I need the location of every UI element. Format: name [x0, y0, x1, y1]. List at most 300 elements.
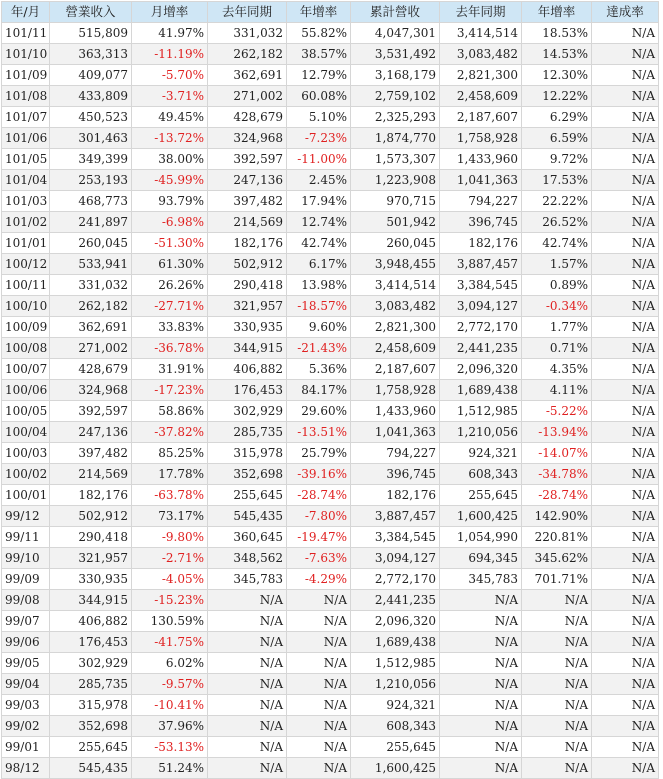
cell-cumulative-last-year: N/A [440, 674, 522, 695]
cell-mom-growth: 93.79% [132, 191, 208, 212]
cell-cumulative-revenue: 1,041,363 [351, 422, 440, 443]
cell-mom-growth: 73.17% [132, 506, 208, 527]
cell-cumulative-yoy-growth: 42.74% [522, 233, 592, 254]
cell-cumulative-revenue: 4,047,301 [351, 23, 440, 44]
cell-yoy-growth: -7.80% [287, 506, 351, 527]
cell-achievement-rate: N/A [592, 716, 659, 737]
table-row [2, 569, 659, 590]
cell-achievement-rate: N/A [592, 275, 659, 296]
table-row [2, 611, 659, 632]
cell-achievement-rate: N/A [592, 317, 659, 338]
cell-cumulative-yoy-growth: 9.72% [522, 149, 592, 170]
cell-cumulative-yoy-growth: 6.59% [522, 128, 592, 149]
cell-cumulative-yoy-growth: 12.30% [522, 65, 592, 86]
cell-cumulative-last-year: 1,600,425 [440, 506, 522, 527]
cell-last-year: 315,978 [208, 443, 287, 464]
cell-mom-growth: -9.57% [132, 674, 208, 695]
cell-cumulative-last-year: N/A [440, 716, 522, 737]
header-cumulative-revenue: 累計營收 [351, 2, 440, 23]
cell-yoy-growth: 6.17% [287, 254, 351, 275]
cell-year-month: 101/03 [2, 191, 50, 212]
cell-year-month: 101/09 [2, 65, 50, 86]
cell-achievement-rate: N/A [592, 611, 659, 632]
cell-revenue: 397,482 [50, 443, 132, 464]
cell-cumulative-yoy-growth: -5.22% [522, 401, 592, 422]
cell-cumulative-yoy-growth: 701.71% [522, 569, 592, 590]
cell-last-year: 406,882 [208, 359, 287, 380]
cell-mom-growth: -41.75% [132, 632, 208, 653]
cell-cumulative-yoy-growth: 22.22% [522, 191, 592, 212]
cell-cumulative-yoy-growth: N/A [522, 653, 592, 674]
cell-cumulative-last-year: 1,689,438 [440, 380, 522, 401]
cell-yoy-growth: 13.98% [287, 275, 351, 296]
cell-achievement-rate: N/A [592, 296, 659, 317]
cell-yoy-growth: -28.74% [287, 485, 351, 506]
cell-yoy-growth: -4.29% [287, 569, 351, 590]
cell-mom-growth: -37.82% [132, 422, 208, 443]
cell-cumulative-yoy-growth: 0.71% [522, 338, 592, 359]
cell-achievement-rate: N/A [592, 170, 659, 191]
cell-year-month: 99/02 [2, 716, 50, 737]
cell-last-year: 352,698 [208, 464, 287, 485]
cell-cumulative-revenue: 2,187,607 [351, 359, 440, 380]
cell-yoy-growth: -13.51% [287, 422, 351, 443]
cell-achievement-rate: N/A [592, 44, 659, 65]
table-row [2, 422, 659, 443]
cell-mom-growth: -53.13% [132, 737, 208, 758]
cell-cumulative-revenue: 970,715 [351, 191, 440, 212]
cell-yoy-growth: N/A [287, 716, 351, 737]
cell-mom-growth: 61.30% [132, 254, 208, 275]
cell-achievement-rate: N/A [592, 149, 659, 170]
cell-mom-growth: -63.78% [132, 485, 208, 506]
cell-mom-growth: 51.24% [132, 758, 208, 779]
table-body [2, 23, 659, 779]
cell-year-month: 100/01 [2, 485, 50, 506]
cell-revenue: 330,935 [50, 569, 132, 590]
cell-year-month: 100/11 [2, 275, 50, 296]
cell-cumulative-yoy-growth: 142.90% [522, 506, 592, 527]
cell-mom-growth: -5.70% [132, 65, 208, 86]
header-revenue: 營業收入 [50, 2, 132, 23]
cell-cumulative-last-year: 2,441,235 [440, 338, 522, 359]
cell-cumulative-last-year: 2,187,607 [440, 107, 522, 128]
cell-revenue: 392,597 [50, 401, 132, 422]
cell-achievement-rate: N/A [592, 443, 659, 464]
cell-last-year: 348,562 [208, 548, 287, 569]
cell-achievement-rate: N/A [592, 86, 659, 107]
cell-cumulative-last-year: 2,821,300 [440, 65, 522, 86]
cell-achievement-rate: N/A [592, 401, 659, 422]
cell-last-year: N/A [208, 758, 287, 779]
cell-cumulative-last-year: 396,745 [440, 212, 522, 233]
cell-year-month: 101/11 [2, 23, 50, 44]
cell-achievement-rate: N/A [592, 338, 659, 359]
cell-revenue: 433,809 [50, 86, 132, 107]
cell-mom-growth: -17.23% [132, 380, 208, 401]
table-row [2, 380, 659, 401]
monthly-revenue-table [1, 1, 659, 779]
cell-cumulative-last-year: 608,343 [440, 464, 522, 485]
table-row [2, 275, 659, 296]
cell-achievement-rate: N/A [592, 359, 659, 380]
cell-year-month: 101/06 [2, 128, 50, 149]
cell-cumulative-revenue: 3,531,492 [351, 44, 440, 65]
cell-achievement-rate: N/A [592, 632, 659, 653]
cell-mom-growth: 6.02% [132, 653, 208, 674]
cell-cumulative-last-year: 1,512,985 [440, 401, 522, 422]
cell-cumulative-last-year: 182,176 [440, 233, 522, 254]
cell-cumulative-last-year: 924,321 [440, 443, 522, 464]
cell-mom-growth: 85.25% [132, 443, 208, 464]
table-row [2, 338, 659, 359]
cell-cumulative-last-year: 1,433,960 [440, 149, 522, 170]
cell-year-month: 101/10 [2, 44, 50, 65]
table-row [2, 107, 659, 128]
cell-revenue: 271,002 [50, 338, 132, 359]
cell-cumulative-yoy-growth: N/A [522, 611, 592, 632]
table-row [2, 359, 659, 380]
cell-mom-growth: 33.83% [132, 317, 208, 338]
table-row [2, 443, 659, 464]
cell-year-month: 100/06 [2, 380, 50, 401]
cell-year-month: 100/05 [2, 401, 50, 422]
cell-cumulative-last-year: N/A [440, 653, 522, 674]
cell-cumulative-yoy-growth: N/A [522, 590, 592, 611]
cell-revenue: 331,032 [50, 275, 132, 296]
cell-cumulative-revenue: 1,689,438 [351, 632, 440, 653]
cell-cumulative-last-year: 3,083,482 [440, 44, 522, 65]
cell-achievement-rate: N/A [592, 653, 659, 674]
cell-revenue: 533,941 [50, 254, 132, 275]
cell-revenue: 324,968 [50, 380, 132, 401]
cell-year-month: 99/09 [2, 569, 50, 590]
cell-year-month: 99/04 [2, 674, 50, 695]
table-row [2, 506, 659, 527]
cell-revenue: 255,645 [50, 737, 132, 758]
cell-last-year: 182,176 [208, 233, 287, 254]
cell-revenue: 214,569 [50, 464, 132, 485]
cell-cumulative-revenue: 1,210,056 [351, 674, 440, 695]
cell-revenue: 241,897 [50, 212, 132, 233]
cell-cumulative-revenue: 3,948,455 [351, 254, 440, 275]
cell-cumulative-last-year: N/A [440, 632, 522, 653]
table-row [2, 653, 659, 674]
cell-revenue: 262,182 [50, 296, 132, 317]
table-row [2, 44, 659, 65]
cell-revenue: 428,679 [50, 359, 132, 380]
cell-cumulative-revenue: 2,458,609 [351, 338, 440, 359]
cell-cumulative-yoy-growth: -13.94% [522, 422, 592, 443]
cell-mom-growth: -10.41% [132, 695, 208, 716]
cell-year-month: 100/12 [2, 254, 50, 275]
cell-cumulative-yoy-growth: 26.52% [522, 212, 592, 233]
cell-yoy-growth: 5.10% [287, 107, 351, 128]
table-row [2, 758, 659, 779]
cell-cumulative-yoy-growth: 1.57% [522, 254, 592, 275]
cell-cumulative-yoy-growth: N/A [522, 737, 592, 758]
cell-cumulative-revenue: 260,045 [351, 233, 440, 254]
cell-last-year: 360,645 [208, 527, 287, 548]
cell-achievement-rate: N/A [592, 23, 659, 44]
cell-mom-growth: -4.05% [132, 569, 208, 590]
cell-yoy-growth: 5.36% [287, 359, 351, 380]
cell-cumulative-last-year: 1,210,056 [440, 422, 522, 443]
cell-achievement-rate: N/A [592, 485, 659, 506]
cell-cumulative-revenue: 1,433,960 [351, 401, 440, 422]
table-row [2, 401, 659, 422]
cell-last-year: 271,002 [208, 86, 287, 107]
cell-cumulative-last-year: 2,458,609 [440, 86, 522, 107]
cell-cumulative-revenue: 2,759,102 [351, 86, 440, 107]
cell-revenue: 315,978 [50, 695, 132, 716]
cell-cumulative-last-year: N/A [440, 758, 522, 779]
cell-cumulative-yoy-growth: 6.29% [522, 107, 592, 128]
cell-mom-growth: 130.59% [132, 611, 208, 632]
cell-revenue: 468,773 [50, 191, 132, 212]
cell-achievement-rate: N/A [592, 506, 659, 527]
cell-cumulative-revenue: 1,874,770 [351, 128, 440, 149]
cell-last-year: 285,735 [208, 422, 287, 443]
header-row [2, 2, 659, 23]
cell-year-month: 101/04 [2, 170, 50, 191]
table-row [2, 128, 659, 149]
cell-revenue: 290,418 [50, 527, 132, 548]
cell-last-year: N/A [208, 611, 287, 632]
cell-yoy-growth: 9.60% [287, 317, 351, 338]
cell-year-month: 99/10 [2, 548, 50, 569]
cell-cumulative-last-year: N/A [440, 737, 522, 758]
table-row [2, 233, 659, 254]
cell-last-year: 545,435 [208, 506, 287, 527]
cell-year-month: 98/12 [2, 758, 50, 779]
cell-cumulative-last-year: 694,345 [440, 548, 522, 569]
cell-cumulative-revenue: 1,512,985 [351, 653, 440, 674]
cell-yoy-growth: N/A [287, 632, 351, 653]
cell-achievement-rate: N/A [592, 590, 659, 611]
cell-yoy-growth: -39.16% [287, 464, 351, 485]
cell-last-year: 428,679 [208, 107, 287, 128]
cell-last-year: 362,691 [208, 65, 287, 86]
cell-cumulative-yoy-growth: 220.81% [522, 527, 592, 548]
cell-revenue: 285,735 [50, 674, 132, 695]
cell-year-month: 99/12 [2, 506, 50, 527]
cell-achievement-rate: N/A [592, 674, 659, 695]
table-row [2, 191, 659, 212]
cell-cumulative-revenue: 3,414,514 [351, 275, 440, 296]
cell-year-month: 101/05 [2, 149, 50, 170]
cell-cumulative-revenue: 1,573,307 [351, 149, 440, 170]
cell-achievement-rate: N/A [592, 569, 659, 590]
cell-last-year: 502,912 [208, 254, 287, 275]
cell-revenue: 515,809 [50, 23, 132, 44]
cell-last-year: N/A [208, 653, 287, 674]
cell-achievement-rate: N/A [592, 191, 659, 212]
cell-cumulative-last-year: 3,887,457 [440, 254, 522, 275]
cell-yoy-growth: 84.17% [287, 380, 351, 401]
cell-yoy-growth: N/A [287, 737, 351, 758]
cell-last-year: N/A [208, 737, 287, 758]
cell-yoy-growth: 42.74% [287, 233, 351, 254]
cell-cumulative-last-year: 3,384,545 [440, 275, 522, 296]
cell-year-month: 100/08 [2, 338, 50, 359]
cell-yoy-growth: 55.82% [287, 23, 351, 44]
cell-achievement-rate: N/A [592, 128, 659, 149]
cell-cumulative-yoy-growth: N/A [522, 695, 592, 716]
cell-cumulative-last-year: N/A [440, 590, 522, 611]
table-row [2, 254, 659, 275]
table-row [2, 23, 659, 44]
table-row [2, 296, 659, 317]
cell-cumulative-yoy-growth: 14.53% [522, 44, 592, 65]
cell-revenue: 406,882 [50, 611, 132, 632]
cell-achievement-rate: N/A [592, 107, 659, 128]
header-cumulative-last-year: 去年同期 [440, 2, 522, 23]
cell-yoy-growth: 2.45% [287, 170, 351, 191]
cell-cumulative-yoy-growth: 4.35% [522, 359, 592, 380]
cell-cumulative-yoy-growth: -14.07% [522, 443, 592, 464]
cell-yoy-growth: 12.74% [287, 212, 351, 233]
cell-mom-growth: -13.72% [132, 128, 208, 149]
cell-year-month: 99/08 [2, 590, 50, 611]
cell-cumulative-last-year: 1,041,363 [440, 170, 522, 191]
cell-cumulative-revenue: 1,223,908 [351, 170, 440, 191]
cell-cumulative-yoy-growth: 4.11% [522, 380, 592, 401]
cell-mom-growth: 26.26% [132, 275, 208, 296]
cell-achievement-rate: N/A [592, 233, 659, 254]
cell-cumulative-last-year: 3,094,127 [440, 296, 522, 317]
table-row [2, 86, 659, 107]
cell-yoy-growth: N/A [287, 611, 351, 632]
table-row [2, 464, 659, 485]
cell-cumulative-revenue: 3,384,545 [351, 527, 440, 548]
table-row [2, 695, 659, 716]
cell-mom-growth: 58.86% [132, 401, 208, 422]
cell-last-year: 255,645 [208, 485, 287, 506]
cell-cumulative-revenue: 794,227 [351, 443, 440, 464]
cell-mom-growth: 41.97% [132, 23, 208, 44]
cell-mom-growth: -6.98% [132, 212, 208, 233]
header-last-year: 去年同期 [208, 2, 287, 23]
cell-last-year: N/A [208, 590, 287, 611]
cell-mom-growth: 31.91% [132, 359, 208, 380]
cell-last-year: 176,453 [208, 380, 287, 401]
cell-year-month: 101/07 [2, 107, 50, 128]
table-row [2, 527, 659, 548]
cell-mom-growth: -3.71% [132, 86, 208, 107]
cell-cumulative-last-year: 3,414,514 [440, 23, 522, 44]
cell-yoy-growth: 17.94% [287, 191, 351, 212]
cell-yoy-growth: N/A [287, 674, 351, 695]
cell-revenue: 247,136 [50, 422, 132, 443]
cell-last-year: N/A [208, 632, 287, 653]
cell-cumulative-revenue: 3,887,457 [351, 506, 440, 527]
cell-cumulative-yoy-growth: -34.78% [522, 464, 592, 485]
cell-cumulative-yoy-growth: -0.34% [522, 296, 592, 317]
cell-year-month: 101/02 [2, 212, 50, 233]
table-row [2, 317, 659, 338]
cell-revenue: 302,929 [50, 653, 132, 674]
cell-cumulative-yoy-growth: N/A [522, 632, 592, 653]
cell-cumulative-yoy-growth: 0.89% [522, 275, 592, 296]
cell-yoy-growth: N/A [287, 590, 351, 611]
cell-revenue: 260,045 [50, 233, 132, 254]
cell-yoy-growth: N/A [287, 653, 351, 674]
cell-yoy-growth: -11.00% [287, 149, 351, 170]
table-row [2, 65, 659, 86]
header-achievement-rate: 達成率 [592, 2, 659, 23]
cell-cumulative-last-year: N/A [440, 611, 522, 632]
cell-cumulative-last-year: 1,054,990 [440, 527, 522, 548]
cell-cumulative-revenue: 501,942 [351, 212, 440, 233]
cell-cumulative-yoy-growth: N/A [522, 758, 592, 779]
cell-year-month: 99/01 [2, 737, 50, 758]
cell-last-year: 214,569 [208, 212, 287, 233]
cell-cumulative-yoy-growth: N/A [522, 674, 592, 695]
cell-last-year: N/A [208, 716, 287, 737]
cell-achievement-rate: N/A [592, 422, 659, 443]
cell-last-year: 290,418 [208, 275, 287, 296]
cell-cumulative-revenue: 182,176 [351, 485, 440, 506]
cell-year-month: 99/06 [2, 632, 50, 653]
cell-last-year: 321,957 [208, 296, 287, 317]
cell-mom-growth: 17.78% [132, 464, 208, 485]
cell-last-year: 392,597 [208, 149, 287, 170]
cell-revenue: 321,957 [50, 548, 132, 569]
cell-yoy-growth: 25.79% [287, 443, 351, 464]
header-yoy-growth: 年增率 [287, 2, 351, 23]
cell-mom-growth: 37.96% [132, 716, 208, 737]
table-row [2, 590, 659, 611]
cell-last-year: N/A [208, 695, 287, 716]
cell-yoy-growth: N/A [287, 758, 351, 779]
cell-last-year: 331,032 [208, 23, 287, 44]
cell-mom-growth: -51.30% [132, 233, 208, 254]
cell-achievement-rate: N/A [592, 527, 659, 548]
cell-last-year: 247,136 [208, 170, 287, 191]
cell-cumulative-revenue: 2,325,293 [351, 107, 440, 128]
cell-mom-growth: -45.99% [132, 170, 208, 191]
cell-cumulative-yoy-growth: 17.53% [522, 170, 592, 191]
cell-last-year: 302,929 [208, 401, 287, 422]
cell-last-year: 397,482 [208, 191, 287, 212]
table-row [2, 212, 659, 233]
cell-cumulative-yoy-growth: 345.62% [522, 548, 592, 569]
header-cumulative-yoy-growth: 年增率 [522, 2, 592, 23]
table-row [2, 716, 659, 737]
table-row [2, 632, 659, 653]
cell-achievement-rate: N/A [592, 65, 659, 86]
cell-revenue: 545,435 [50, 758, 132, 779]
cell-revenue: 362,691 [50, 317, 132, 338]
cell-revenue: 409,077 [50, 65, 132, 86]
cell-mom-growth: 49.45% [132, 107, 208, 128]
cell-cumulative-revenue: 2,772,170 [351, 569, 440, 590]
cell-revenue: 253,193 [50, 170, 132, 191]
cell-cumulative-revenue: 3,083,482 [351, 296, 440, 317]
cell-yoy-growth: 12.79% [287, 65, 351, 86]
cell-year-month: 99/07 [2, 611, 50, 632]
cell-last-year: 324,968 [208, 128, 287, 149]
cell-yoy-growth: 60.08% [287, 86, 351, 107]
cell-revenue: 502,912 [50, 506, 132, 527]
cell-achievement-rate: N/A [592, 464, 659, 485]
table-row [2, 170, 659, 191]
table-row [2, 548, 659, 569]
cell-revenue: 349,399 [50, 149, 132, 170]
cell-cumulative-yoy-growth: -28.74% [522, 485, 592, 506]
cell-cumulative-revenue: 2,096,320 [351, 611, 440, 632]
